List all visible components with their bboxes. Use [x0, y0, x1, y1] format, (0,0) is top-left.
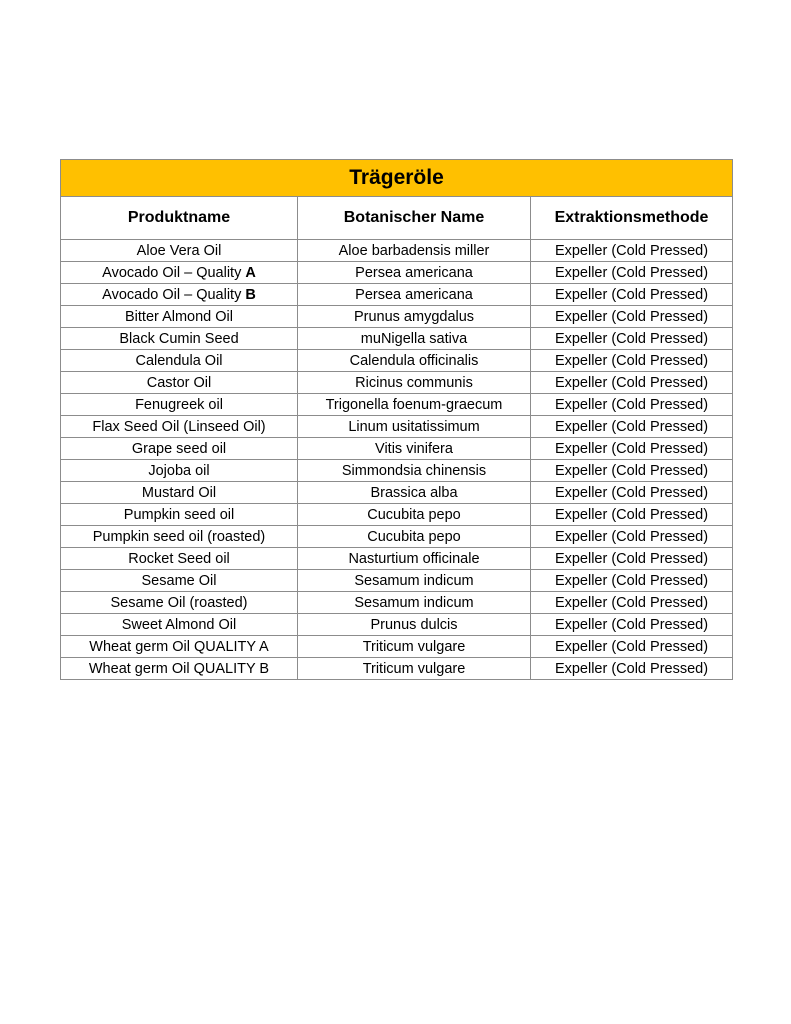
- botanical-name-cell: Calendula officinalis: [298, 350, 531, 372]
- extraction-method-cell: Expeller (Cold Pressed): [531, 658, 733, 680]
- botanical-name-cell: Prunus dulcis: [298, 614, 531, 636]
- product-name: Avocado Oil – Quality: [102, 286, 246, 303]
- extraction-method-cell: Expeller (Cold Pressed): [531, 394, 733, 416]
- product-name: Fenugreek oil: [135, 396, 223, 413]
- product-name: Jojoba oil: [148, 462, 210, 479]
- product-name: Avocado Oil – Quality: [102, 264, 246, 281]
- table-row: [61, 372, 733, 394]
- header-row: [61, 197, 733, 240]
- botanical-name-cell: Vitis vinifera: [298, 438, 531, 460]
- product-name-cell: [61, 460, 298, 482]
- product-name-cell: [61, 658, 298, 680]
- table-row: [61, 262, 733, 284]
- product-name-cell: [61, 350, 298, 372]
- product-name: Rocket Seed oil: [128, 550, 230, 567]
- product-name: Pumpkin seed oil: [123, 506, 235, 523]
- quality-grade: A: [245, 264, 256, 281]
- extraction-method-cell: Expeller (Cold Pressed): [531, 482, 733, 504]
- extraction-method-cell: Expeller (Cold Pressed): [531, 570, 733, 592]
- header-botanical-name: Botanischer Name: [298, 197, 531, 240]
- extraction-method-cell: Expeller (Cold Pressed): [531, 328, 733, 350]
- header-product-name: Produktname: [61, 197, 298, 240]
- table-row: [61, 394, 733, 416]
- extraction-method-cell: Expeller (Cold Pressed): [531, 460, 733, 482]
- table-row: [61, 548, 733, 570]
- extraction-method-cell: Expeller (Cold Pressed): [531, 504, 733, 526]
- botanical-name-cell: Prunus amygdalus: [298, 306, 531, 328]
- product-name-cell: [61, 372, 298, 394]
- product-name: Mustard Oil: [141, 484, 217, 501]
- botanical-name-cell: Brassica alba: [298, 482, 531, 504]
- product-name-cell: [61, 504, 298, 526]
- botanical-name-cell: Nasturtium officinale: [298, 548, 531, 570]
- table-row: [61, 658, 733, 680]
- product-name-cell: [61, 614, 298, 636]
- product-name: Wheat germ Oil QUALITY A: [89, 638, 269, 655]
- product-name: Aloe Vera Oil: [136, 242, 222, 259]
- product-name-cell: [61, 482, 298, 504]
- extraction-method-cell: Expeller (Cold Pressed): [531, 262, 733, 284]
- product-name: Calendula Oil: [135, 352, 223, 369]
- product-name-cell: [61, 262, 298, 284]
- product-name-cell: [61, 548, 298, 570]
- botanical-name-cell: muNigella sativa: [298, 328, 531, 350]
- product-name: Wheat germ Oil QUALITY B: [88, 660, 270, 677]
- table-row: [61, 526, 733, 548]
- table-row: [61, 482, 733, 504]
- table-row: [61, 592, 733, 614]
- product-name: Black Cumin Seed: [119, 330, 239, 347]
- extraction-method-cell: Expeller (Cold Pressed): [531, 548, 733, 570]
- botanical-name-cell: Sesamum indicum: [298, 592, 531, 614]
- botanical-name-cell: Cucubita pepo: [298, 504, 531, 526]
- product-name-cell: [61, 526, 298, 548]
- product-name-cell: [61, 438, 298, 460]
- botanical-name-cell: Triticum vulgare: [298, 636, 531, 658]
- title-row: [61, 160, 733, 197]
- extraction-method-cell: Expeller (Cold Pressed): [531, 636, 733, 658]
- product-name: Flax Seed Oil (Linseed Oil): [92, 418, 266, 435]
- extraction-method-cell: Expeller (Cold Pressed): [531, 240, 733, 262]
- product-name: Bitter Almond Oil: [125, 308, 233, 325]
- table-row: [61, 570, 733, 592]
- table-row: [61, 636, 733, 658]
- extraction-method-cell: Expeller (Cold Pressed): [531, 306, 733, 328]
- botanical-name-cell: Triticum vulgare: [298, 658, 531, 680]
- table-row: [61, 240, 733, 262]
- table-title: Trägeröle: [61, 160, 733, 197]
- extraction-method-cell: Expeller (Cold Pressed): [531, 416, 733, 438]
- product-name-cell: [61, 394, 298, 416]
- botanical-name-cell: Simmondsia chinensis: [298, 460, 531, 482]
- extraction-method-cell: Expeller (Cold Pressed): [531, 592, 733, 614]
- product-name-cell: [61, 240, 298, 262]
- product-name-cell: [61, 636, 298, 658]
- product-name: Sesame Oil: [141, 572, 217, 589]
- botanical-name-cell: Aloe barbadensis miller: [298, 240, 531, 262]
- header-extraction-method: Extraktionsmethode: [531, 197, 733, 240]
- product-name-cell: [61, 416, 298, 438]
- table-row: [61, 460, 733, 482]
- botanical-name-cell: Linum usitatissimum: [298, 416, 531, 438]
- botanical-name-cell: Persea americana: [298, 284, 531, 306]
- product-name: Sesame Oil (roasted): [110, 594, 248, 611]
- table-row: [61, 504, 733, 526]
- table-row: [61, 438, 733, 460]
- product-name: Pumpkin seed oil (roasted): [92, 528, 266, 545]
- table-row: [61, 306, 733, 328]
- table-row: [61, 416, 733, 438]
- carrier-oils-table: [60, 159, 733, 680]
- product-name: Castor Oil: [146, 374, 212, 391]
- product-name-cell: [61, 284, 298, 306]
- table-row: [61, 284, 733, 306]
- table-row: [61, 614, 733, 636]
- extraction-method-cell: Expeller (Cold Pressed): [531, 614, 733, 636]
- product-name: Sweet Almond Oil: [121, 616, 237, 633]
- extraction-method-cell: Expeller (Cold Pressed): [531, 526, 733, 548]
- botanical-name-cell: Ricinus communis: [298, 372, 531, 394]
- botanical-name-cell: Trigonella foenum-graecum: [298, 394, 531, 416]
- product-name-cell: [61, 328, 298, 350]
- table-row: [61, 328, 733, 350]
- product-name: Grape seed oil: [131, 440, 227, 457]
- extraction-method-cell: Expeller (Cold Pressed): [531, 438, 733, 460]
- extraction-method-cell: Expeller (Cold Pressed): [531, 372, 733, 394]
- product-name-cell: [61, 592, 298, 614]
- quality-grade: B: [245, 286, 256, 303]
- table-body: [61, 240, 733, 680]
- extraction-method-cell: Expeller (Cold Pressed): [531, 284, 733, 306]
- extraction-method-cell: Expeller (Cold Pressed): [531, 350, 733, 372]
- product-name-cell: [61, 570, 298, 592]
- product-name-cell: [61, 306, 298, 328]
- table-row: [61, 350, 733, 372]
- botanical-name-cell: Cucubita pepo: [298, 526, 531, 548]
- botanical-name-cell: Sesamum indicum: [298, 570, 531, 592]
- botanical-name-cell: Persea americana: [298, 262, 531, 284]
